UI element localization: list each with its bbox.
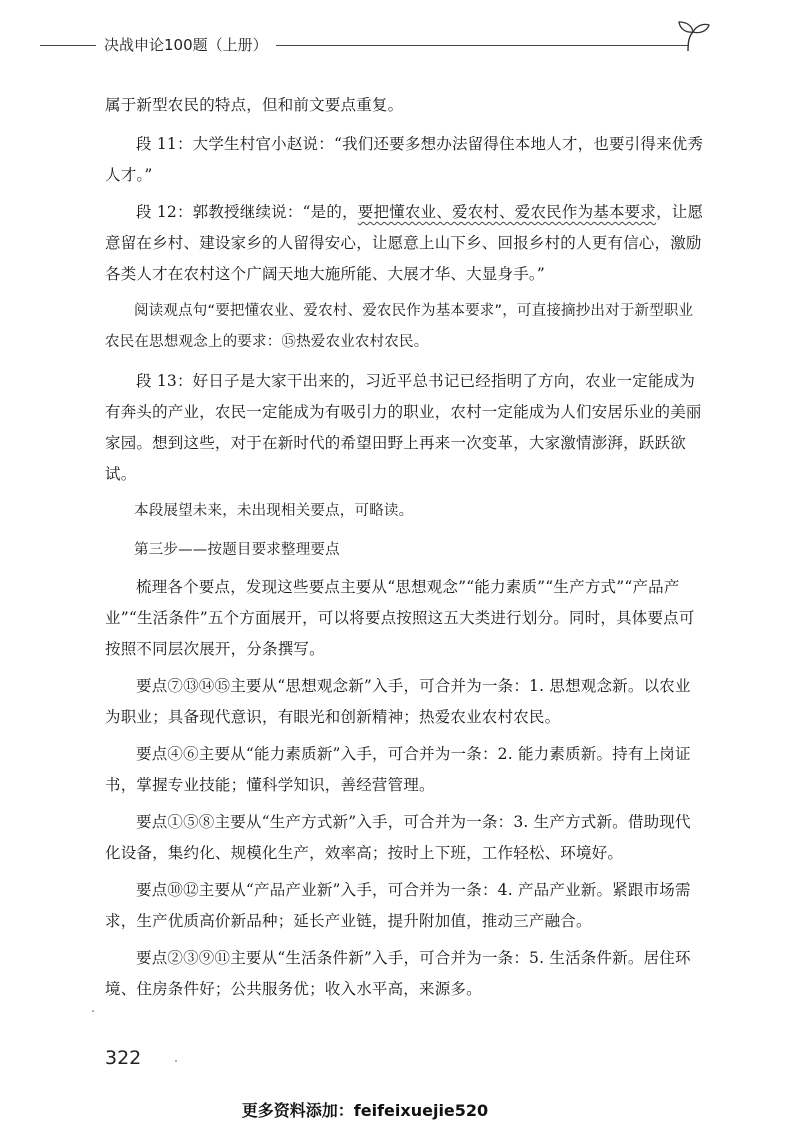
section-12-rest: ，让愿意留在乡村、建设家乡的人留得安心，让愿意上山下乡、回报乡村的人更有信心，激励各类人才在农村这个广阔天地大施所能、大展才华、大显身手。” — [105, 203, 704, 283]
point-mindset: 要点⑦⑬⑭⑮主要从“思想观念新”入手，可合并为一条：1. 思想观念新。以农业为职业；具备现代意识，有眼光和创新精神；热爱农业农村农民。 — [105, 677, 691, 726]
sprout-icon — [676, 18, 712, 52]
paragraph-summary: 梳理各个要点，发现这些要点主要从“思想观念”“能力素质”“生产方式”“产品产业”“生活条件”五个方面展开，可以将要点按照这五大类进行划分。同时，具体要点可按照不同层次展开，分条撰写。 — [105, 578, 695, 658]
point-ability: 要点④⑥主要从“能力素质新”入手，可合并为一条：2. 能力素质新。持有上岗证书，掌握专业技能；懂科学知识，善经营管理。 — [105, 745, 691, 794]
paragraph-section-12 — [105, 197, 705, 290]
scan-speck — [92, 1010, 94, 1012]
analysis-section-12: 阅读观点句“要把懂农业、爱农村、爱农民作为基本要求”，可直接摘抄出对于新型职业农民在思想观念上的要求：⑮热爱农业农村农民。 — [105, 303, 694, 350]
point-living: 要点②③⑨⑪主要从“生活条件新”入手，可合并为一条：5. 生活条件新。居住环境、住房条件好；公共服务优；收入水平高，来源多。 — [105, 949, 691, 998]
analysis-section-13: 本段展望未来，未出现相关要点，可略读。 — [134, 503, 414, 519]
wavy-underlined-quote: 要把懂农业、爱农村、爱农民作为基本要求 — [357, 203, 657, 221]
point-industry: 要点⑩⑫主要从“产品产业新”入手，可合并为一条：4. 产品产业新。紧跟市场需求，生产优质高价新品种；延长产业链，提升附加值，推动三产融合。 — [105, 881, 691, 930]
section-12-lead: 段 12：郭教授继续说：“是的， — [136, 203, 358, 221]
paragraph-continuation: 属于新型农民的特点，但和前文要点重复。 — [105, 96, 404, 114]
point-production: 要点①⑤⑧主要从“生产方式新”入手，可合并为一条：3. 生产方式新。借助现代化设备，集约化、规模化生产，效率高；按时上下班，工作轻松、环境好。 — [105, 813, 691, 862]
footer-note: 更多资料添加：feifeixuejie520 — [241, 1101, 489, 1120]
step-three-heading: 第三步——按题目要求整理要点 — [134, 542, 340, 558]
paragraph-section-13: 段 13：好日子是大家干出来的，习近平总书记已经指明了方向，农业一定能成为有奔头的产业，农民一定能成为有吸引力的职业，农村一定能成为人们安居乐业的美丽家园。想到这些，对于在新时代的希望田野上再来一次变革，大家激情澎湃，跃跃欲试。 — [105, 372, 702, 483]
scan-speck — [175, 1060, 177, 1062]
page-number: 322 — [105, 1047, 142, 1069]
paragraph-section-11: 段 11：大学生村官小赵说：“我们还要多想办法留得住本地人才，也要引得来优秀人才。” — [105, 135, 704, 184]
page-body — [105, 90, 705, 1011]
running-header-title: 决战申论100题（上册） — [96, 34, 276, 55]
